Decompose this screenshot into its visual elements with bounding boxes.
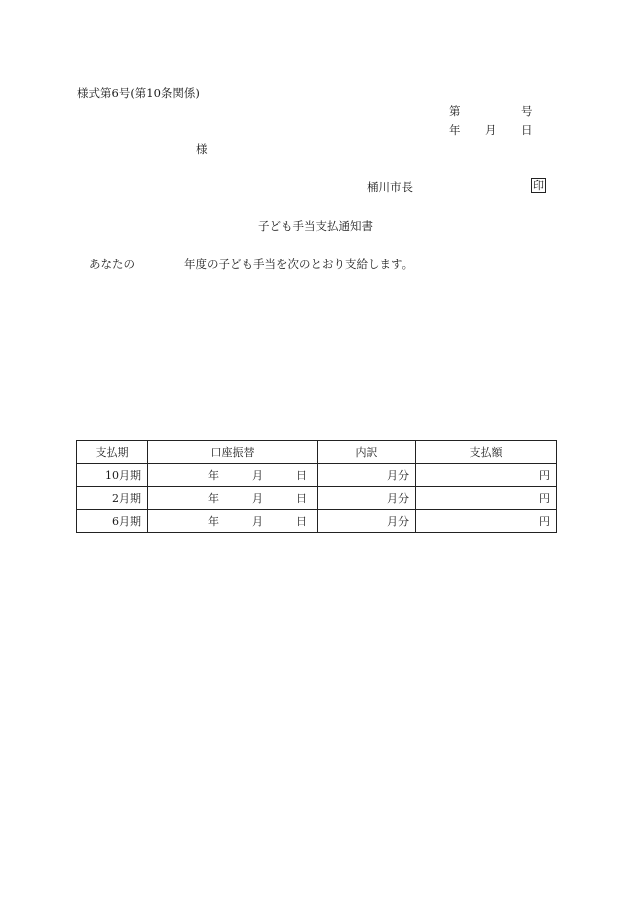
- month-label: 月: [252, 469, 263, 482]
- period-cell: 2月期: [77, 487, 148, 510]
- breakdown-cell: 月分: [318, 464, 416, 487]
- amount-cell: 円: [416, 464, 557, 487]
- addressee-suffix: 様: [196, 142, 208, 156]
- breakdown-cell: 月分: [318, 487, 416, 510]
- period-cell: 10月期: [77, 464, 148, 487]
- year-label: 年: [208, 492, 219, 505]
- number-prefix: 第: [449, 104, 461, 118]
- month-label: 月: [252, 492, 263, 505]
- issuer-name: 桶川市長: [367, 180, 413, 194]
- amount-cell: 円: [416, 510, 557, 533]
- transfer-date-cell: [148, 510, 318, 533]
- date-day: 日: [521, 123, 533, 137]
- year-label: 年: [208, 469, 219, 482]
- document-title: 子ども手当支払通知書: [258, 219, 373, 233]
- payment-table: [76, 440, 557, 533]
- form-number: 様式第6号(第10条関係): [77, 86, 200, 100]
- table-row: [77, 487, 557, 510]
- breakdown-cell: 月分: [318, 510, 416, 533]
- amount-cell: 円: [416, 487, 557, 510]
- transfer-date-cell: [148, 487, 318, 510]
- body-text-prefix: あなたの: [89, 257, 135, 271]
- day-label: 日: [296, 515, 307, 528]
- date-month: 月: [485, 123, 497, 137]
- period-cell: 6月期: [77, 510, 148, 533]
- number-suffix: 号: [521, 104, 533, 118]
- body-text-suffix: 年度の子ども手当を次のとおり支給します。: [184, 257, 414, 271]
- day-label: 日: [296, 492, 307, 505]
- header-amount: 支払額: [416, 441, 557, 464]
- header-account-transfer: 口座振替: [148, 441, 318, 464]
- month-label: 月: [252, 515, 263, 528]
- header-breakdown: 内訳: [318, 441, 416, 464]
- date-year: 年: [449, 123, 461, 137]
- day-label: 日: [296, 469, 307, 482]
- transfer-date-cell: [148, 464, 318, 487]
- table-row: [77, 510, 557, 533]
- seal-mark: 印: [533, 179, 544, 192]
- table-header-row: [77, 441, 557, 464]
- header-period: 支払期: [77, 441, 148, 464]
- table-row: [77, 464, 557, 487]
- year-label: 年: [208, 515, 219, 528]
